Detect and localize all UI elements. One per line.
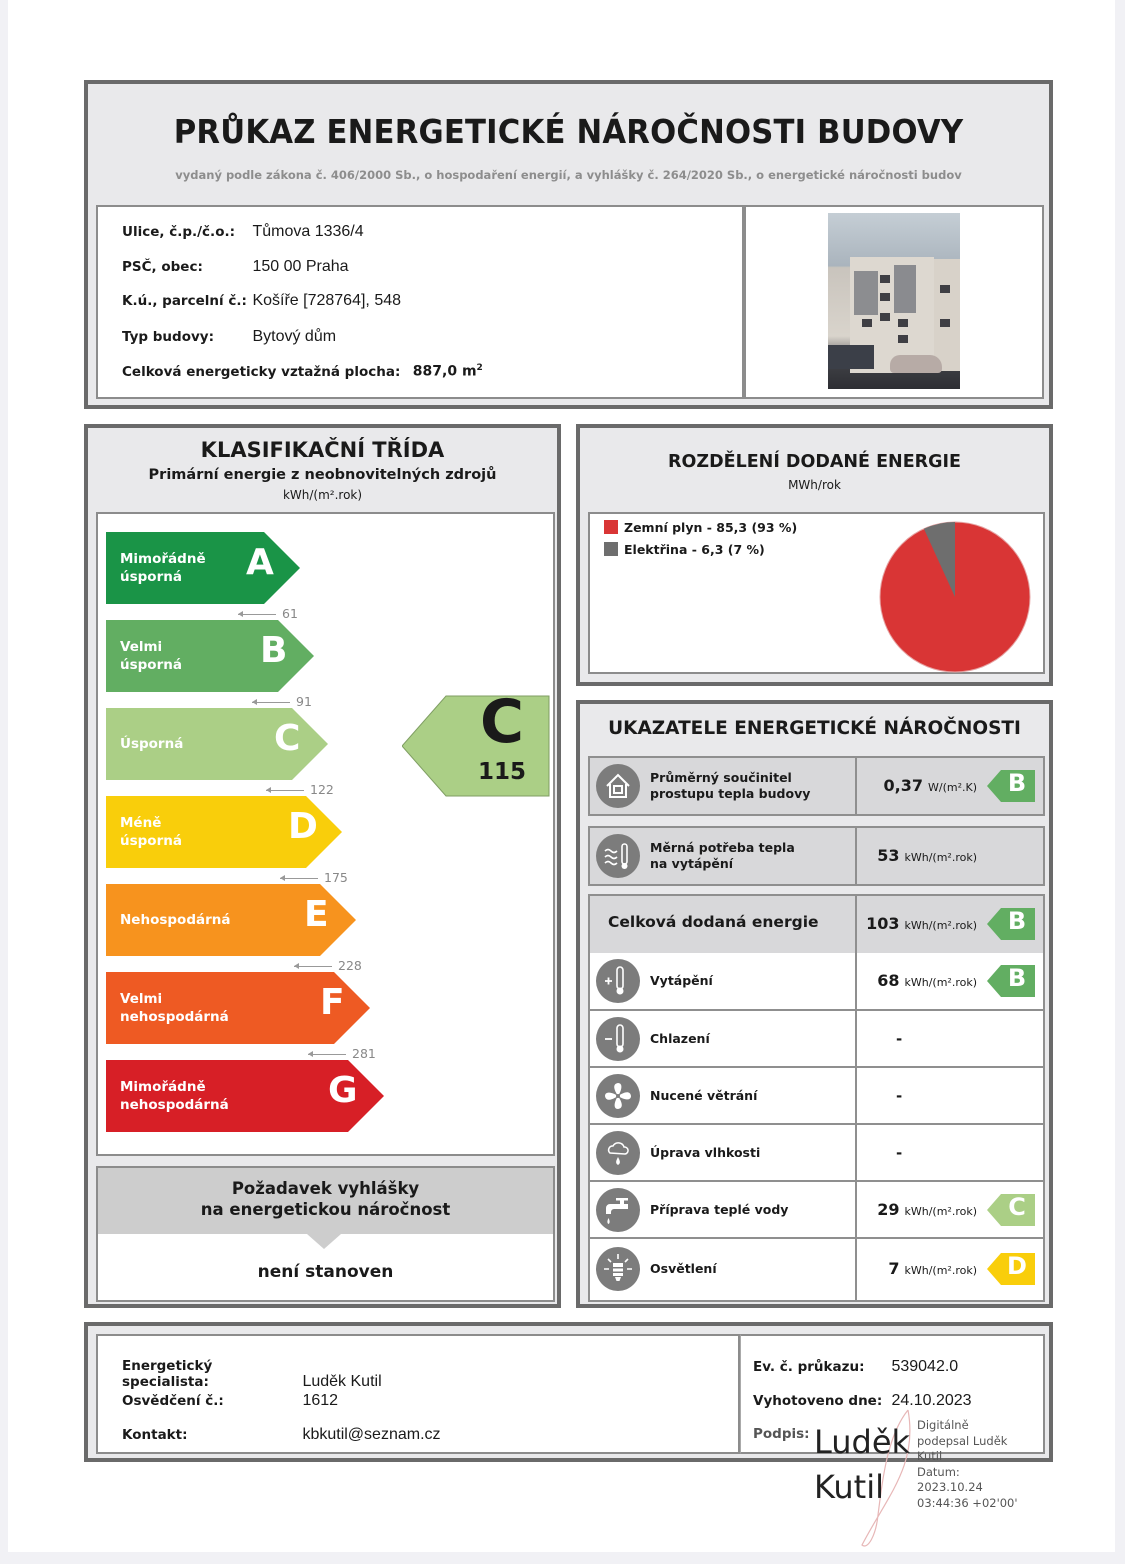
signature-meta-line: 2023.10.24 [917, 1480, 983, 1494]
contact-label: Kontakt: [122, 1427, 188, 1443]
threshold-value: 228 [338, 958, 362, 973]
threshold-label [238, 606, 298, 621]
specialist-label: Energetický specialista: [122, 1358, 213, 1390]
indicator-label: Osvětlení [650, 1261, 717, 1276]
indicator-label-cell [590, 828, 857, 884]
indicator-label-cell [590, 1068, 857, 1123]
band-label: Velmi [120, 639, 163, 655]
photo-bay [854, 271, 878, 315]
issued-date-value: 24.10.2023 [891, 1392, 972, 1409]
issued-date-label: Vyhotoveno dne: [753, 1393, 883, 1409]
indicator-value: 29 [877, 1200, 900, 1219]
indicator-value: 0,37 [883, 776, 923, 795]
band-letter: G [328, 1070, 358, 1111]
badge-letter: B [1007, 769, 1027, 797]
signature-meta-line: 03:44:36 +02'00' [917, 1495, 1018, 1510]
indicator-label: Měrná potřeba tepla [650, 840, 795, 855]
threshold-label [294, 958, 362, 973]
band-label: nehospodárná [120, 1097, 229, 1113]
area-sup: 2 [476, 363, 483, 373]
indicator-label-cell [590, 758, 857, 814]
signature-meta-line: Kutil [917, 1449, 943, 1463]
indicator-label-cell [590, 1182, 857, 1237]
energy-class-scale [96, 512, 555, 1156]
indicator-row-heating [588, 953, 1045, 1011]
photo-window [862, 319, 872, 327]
badge-letter: D [1007, 1252, 1027, 1280]
specialist-info [96, 1334, 740, 1454]
indicators-title: UKAZATELE ENERGETICKÉ NÁROČNOSTI [608, 718, 1021, 739]
city-row [122, 258, 349, 276]
lightbulb-icon [596, 1247, 640, 1291]
certificate-value: 1612 [302, 1392, 339, 1409]
photo-window [898, 335, 908, 343]
certificate-row [122, 1392, 338, 1410]
requirement-box [96, 1166, 555, 1302]
street-row [122, 223, 364, 241]
band-letter: E [304, 894, 329, 935]
current-class-indicator [402, 687, 550, 797]
indicator-value: - [896, 1144, 903, 1162]
indicator-label-cell [590, 1011, 857, 1066]
photo-window [880, 293, 890, 301]
badge-letter: C [1008, 1193, 1026, 1221]
requirement-title: Požadavek vyhlášky [231, 1179, 420, 1198]
classification-subtitle: Primární energie z neobnovitelných zdrojů [148, 467, 497, 483]
indicator-unit: kWh/(m².rok) [904, 919, 977, 932]
thermometer-plus-icon [596, 959, 640, 1003]
indicator-value: 7 [888, 1259, 900, 1278]
indicator-label-cell [590, 1125, 857, 1180]
badge-letter: B [1007, 964, 1027, 992]
indicator-value: 103 [866, 914, 900, 933]
legend-item-gas [604, 520, 797, 535]
legend-label: Elektřina - 6,3 (7 %) [624, 542, 765, 557]
energy-split-title: ROZDĚLENÍ DODANÉ ENERGIE [668, 452, 961, 472]
threshold-value: 91 [296, 694, 312, 709]
requirement-header [98, 1168, 553, 1234]
type-value: Bytový dům [252, 328, 337, 345]
legend-item-electricity [604, 542, 765, 557]
photo-window [880, 313, 890, 321]
band-label: Úsporná [120, 736, 184, 752]
band-label: úsporná [120, 657, 182, 673]
threshold-label [308, 1046, 376, 1061]
threshold-value: 281 [352, 1046, 376, 1061]
city-label: PSČ, obec: [122, 259, 203, 275]
thermometer-minus-icon [596, 1017, 640, 1061]
photo-garage [828, 345, 874, 369]
specialist-value: Luděk Kutil [302, 1373, 382, 1390]
indicator-value: 53 [877, 846, 900, 865]
photo-bay [894, 265, 916, 313]
indicator-unit: kWh/(m².rok) [904, 1205, 977, 1218]
band-letter: C [274, 718, 301, 759]
band-label: nehospodárná [120, 1009, 229, 1025]
legend-swatch [604, 542, 618, 556]
current-class-value: 115 [477, 759, 526, 785]
indicator-row-cooling [588, 1009, 1045, 1068]
signature-meta-line: podepsal Luděk [917, 1433, 1008, 1448]
indicator-row-ventilation [588, 1066, 1045, 1125]
indicator-unit: kWh/(m².rok) [904, 976, 977, 989]
indicator-label-cell [590, 1239, 857, 1300]
indicator-row-heat-demand [588, 826, 1045, 886]
building-info [96, 205, 744, 399]
current-class-letter: C [479, 687, 525, 757]
ev-number-row [753, 1358, 958, 1376]
signature-row [753, 1426, 810, 1442]
indicator-label: Nucené větrání [650, 1088, 758, 1103]
photo-window [940, 285, 950, 293]
ev-number-label: Ev. č. průkazu: [753, 1359, 865, 1375]
classification-title: KLASIFIKAČNÍ TŘÍDA [200, 438, 445, 462]
indicator-row-u-value [588, 756, 1045, 816]
certificate-label: Osvědčení č.: [122, 1393, 224, 1409]
indicator-value: - [896, 1030, 903, 1048]
document-page [8, 0, 1115, 1552]
indicator-label: Vytápění [650, 973, 713, 988]
page-title: PRŮKAZ ENERGETICKÉ NÁROČNOSTI BUDOVY [173, 112, 964, 151]
class-badge-b [987, 908, 1035, 940]
indicator-label: prostupu tepla budovy [650, 786, 811, 801]
photo-window [940, 319, 950, 327]
heat-demand-icon [596, 834, 640, 878]
street-label: Ulice, č.p./č.o.: [122, 224, 235, 240]
band-letter: B [260, 630, 288, 671]
indicator-label-cell [590, 896, 857, 953]
band-letter: A [246, 542, 274, 583]
area-value: 887,0 m [412, 363, 477, 380]
signature-meta-line: Digitálně [917, 1418, 969, 1432]
class-badge-c [987, 1194, 1035, 1226]
band-label: Mimořádně [120, 551, 206, 567]
parcel-value: Košíře [728764], 548 [252, 292, 402, 309]
signature-meta-line: Datum: [917, 1464, 960, 1479]
area-label: Celková energeticky vztažná plocha: [122, 363, 401, 380]
legend-swatch [604, 520, 618, 534]
indicator-label: Průměrný součinitel [650, 770, 792, 785]
energy-split-unit: MWh/rok [788, 478, 841, 492]
band-letter: F [320, 982, 345, 1023]
indicator-label: Chlazení [650, 1031, 710, 1046]
pie-chart [878, 520, 1032, 674]
indicator-row-humidity [588, 1123, 1045, 1182]
badge-letter: B [1007, 907, 1027, 935]
signature-name-first: Luděk [814, 1423, 911, 1461]
photo-frame [744, 205, 1044, 399]
type-row [122, 328, 336, 346]
photo-car [890, 355, 942, 373]
energy-split-section [576, 424, 1053, 686]
contact-row [122, 1426, 441, 1444]
energy-split-chart [588, 512, 1045, 674]
contact-email-link[interactable]: kbkutil@seznam.cz [302, 1426, 441, 1443]
threshold-value: 122 [310, 782, 334, 797]
humidity-icon [596, 1131, 640, 1175]
band-label: Velmi [120, 991, 163, 1007]
requirement-pointer [307, 1234, 341, 1249]
building-photo [828, 213, 960, 389]
house-icon [596, 764, 640, 808]
threshold-label [252, 694, 312, 709]
signature-metadata [917, 1418, 1018, 1511]
threshold-value: 175 [324, 870, 348, 885]
indicator-row-lighting [588, 1237, 1045, 1302]
indicator-row-total-energy [588, 894, 1045, 954]
parcel-row [122, 292, 401, 310]
requirement-value: není stanoven [257, 1262, 394, 1282]
indicator-unit: W/(m².K) [927, 781, 977, 794]
indicator-label: Celková dodaná energie [608, 913, 819, 931]
faucet-icon [596, 1188, 640, 1232]
street-value: Tůmova 1336/4 [252, 223, 364, 240]
city-value: 150 00 Praha [252, 258, 349, 275]
legend-label: Zemní plyn - 85,3 (93 %) [624, 520, 798, 535]
photo-window [898, 319, 908, 327]
band-label: Méně úsporná [120, 815, 182, 849]
signature-name-last: Kutil [814, 1468, 884, 1506]
band-label: úsporná [120, 569, 182, 585]
photo-window [880, 275, 890, 283]
area-row [122, 363, 483, 380]
specialist-row [122, 1358, 382, 1391]
header-section [84, 80, 1053, 409]
legal-subtitle: vydaný podle zákona č. 406/2000 Sb., o hospodaření energií, a vyhlášky č. 264/2020 Sb., o energetické náročnosti budov [175, 168, 962, 182]
threshold-label [280, 870, 348, 885]
threshold-value: 61 [282, 606, 298, 621]
band-letter: D [288, 806, 318, 847]
class-badge-b [987, 770, 1035, 802]
class-badge-b [987, 965, 1035, 997]
classification-section [84, 424, 561, 1308]
parcel-label: K.ú., parcelní č.: [122, 293, 247, 309]
band-label: Mimořádně [120, 1079, 206, 1095]
band-label: Nehospodárná [120, 912, 231, 928]
signature-label: Podpis: [753, 1426, 810, 1442]
indicator-row-hot-water [588, 1180, 1045, 1239]
indicator-label: Příprava teplé vody [650, 1202, 789, 1217]
indicator-label: Úprava vlhkosti [650, 1145, 761, 1160]
photo-neighbor [934, 259, 960, 371]
type-label: Typ budovy: [122, 329, 214, 345]
threshold-label [266, 782, 334, 797]
indicators-section [576, 700, 1053, 1308]
requirement-title: na energetickou náročnost [200, 1200, 451, 1219]
indicator-value: - [896, 1087, 903, 1105]
indicator-label: na vytápění [650, 856, 734, 871]
class-badge-d [987, 1253, 1035, 1285]
classification-unit: kWh/(m².rok) [282, 488, 363, 502]
fan-icon [596, 1074, 640, 1118]
indicator-value: 68 [877, 971, 900, 990]
indicator-unit: kWh/(m².rok) [904, 1264, 977, 1277]
indicator-unit: kWh/(m².rok) [904, 851, 977, 864]
indicator-label-cell [590, 953, 857, 1009]
ev-number-value: 539042.0 [891, 1358, 959, 1375]
